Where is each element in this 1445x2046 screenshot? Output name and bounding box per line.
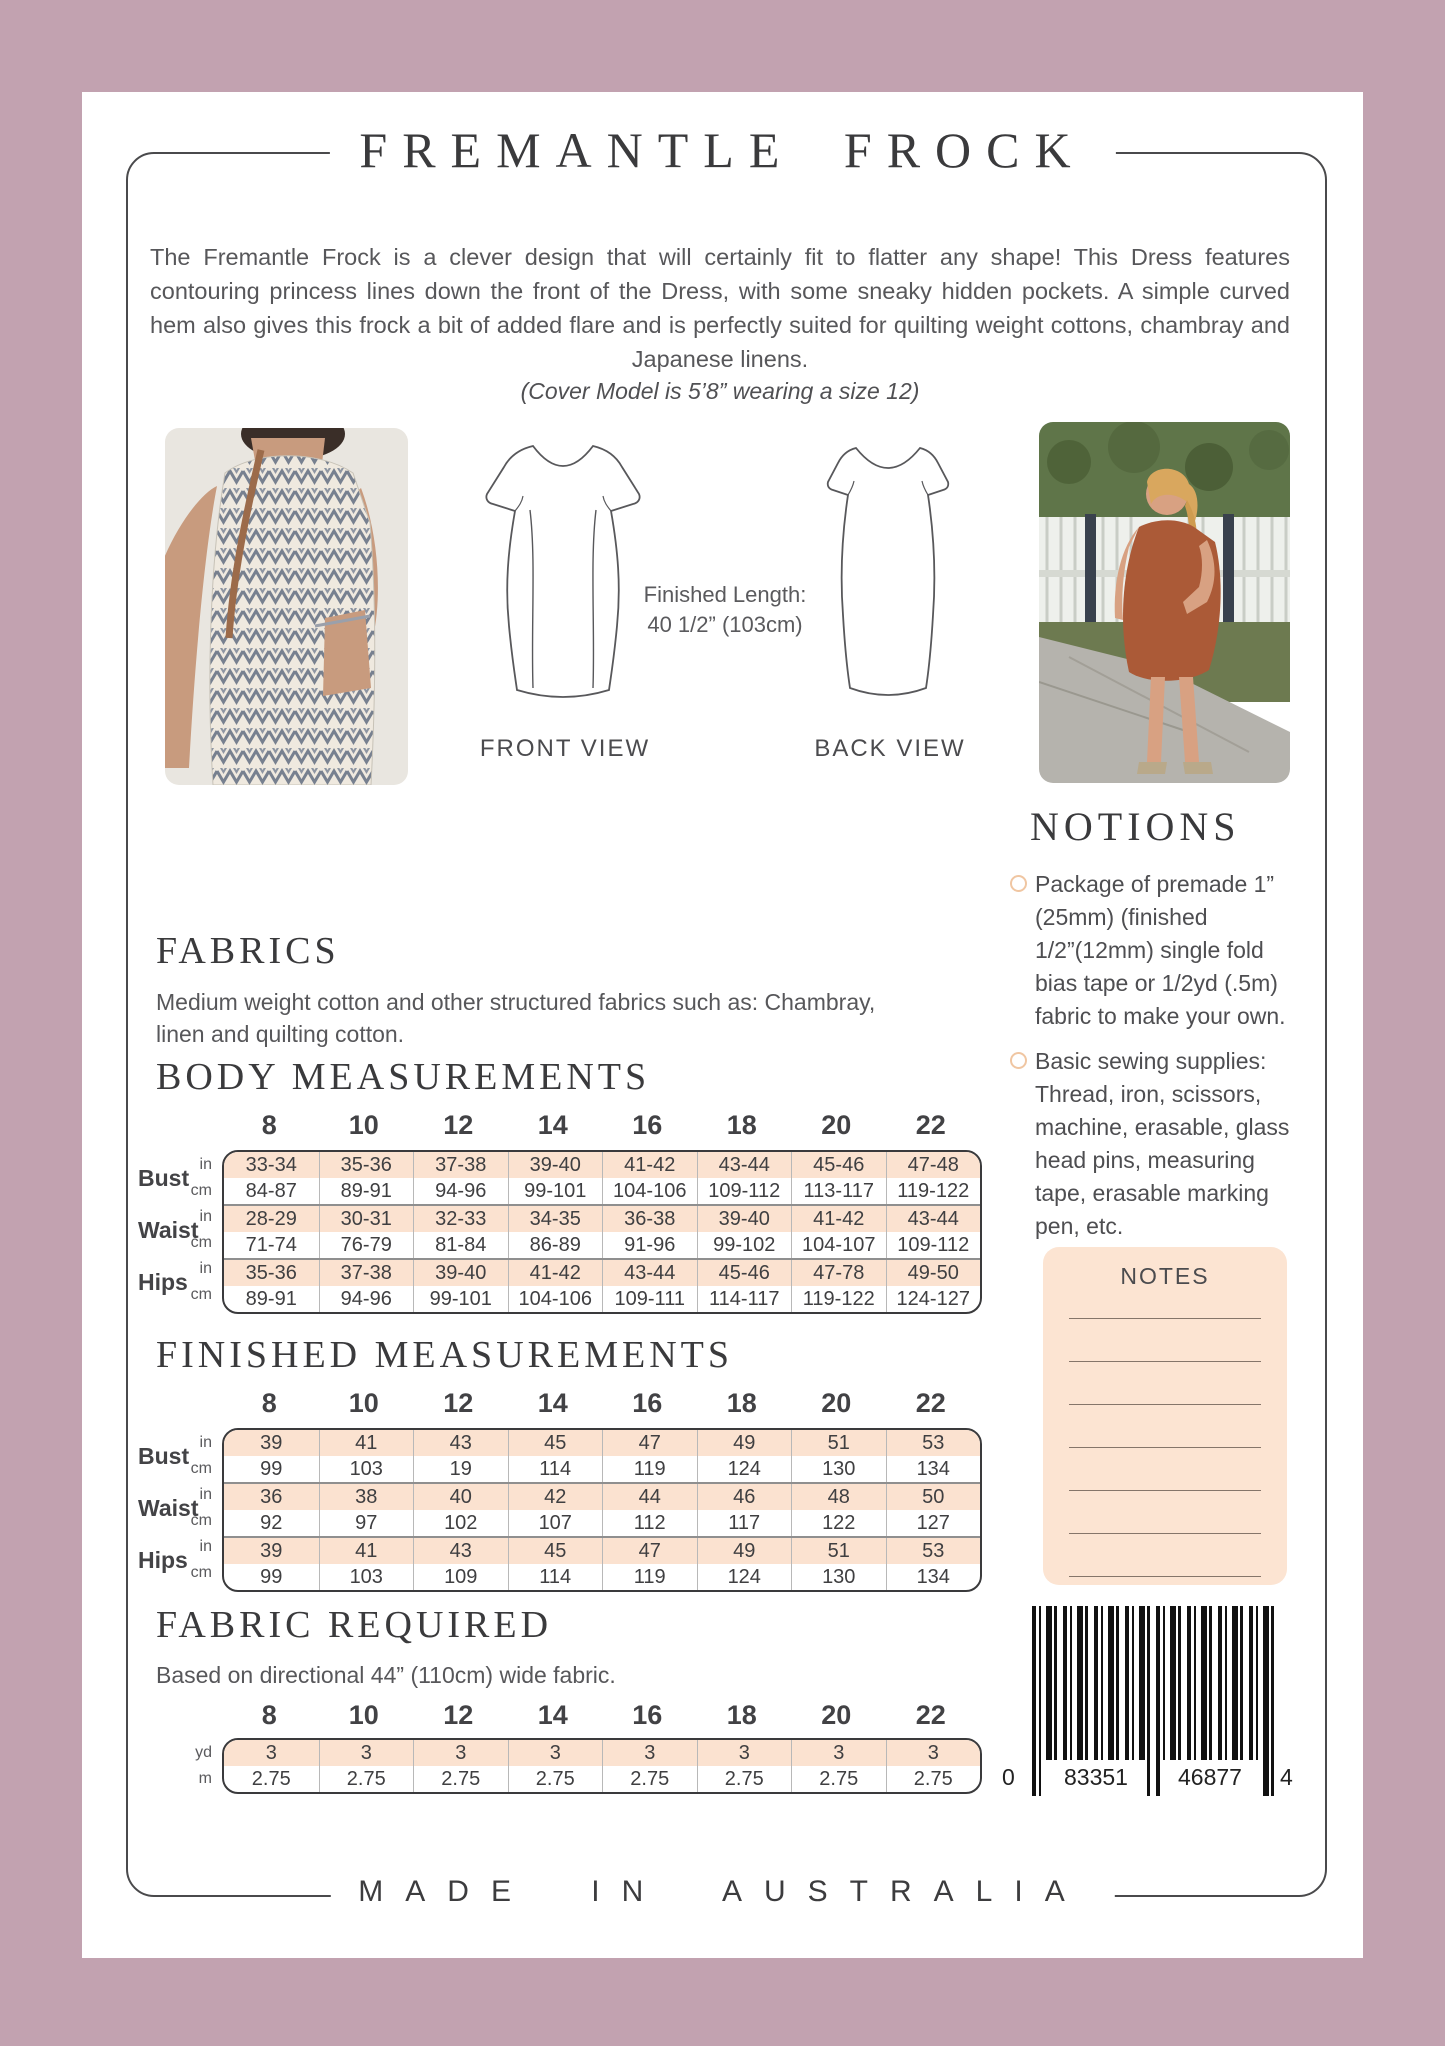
table-cell: 49 [697, 1538, 792, 1564]
table-cell: 41-42 [602, 1152, 697, 1178]
table-cell: 41 [319, 1430, 414, 1456]
table-cell: 119 [602, 1456, 697, 1482]
table-cell: 127 [886, 1510, 981, 1536]
row-label-hips: Hips [138, 1268, 188, 1295]
table-cell: 3 [265, 1742, 277, 1764]
table-cell: 104-106 [508, 1286, 603, 1312]
size-header-cell: 10 [348, 1700, 379, 1730]
table-cell: 94-96 [319, 1286, 414, 1312]
table-cell: 35-36 [319, 1152, 414, 1178]
unit-label-cm: cm [190, 1182, 212, 1199]
cover-model-note: (Cover Model is 5’8” wearing a size 12) [520, 378, 920, 404]
table-cell: 43-44 [602, 1260, 697, 1286]
table-cell: 43 [413, 1538, 508, 1564]
row-label-waist: Waist [138, 1216, 199, 1243]
notion-text: Package of premade 1” (25mm) (finished 1/2”(12mm) single fold bias tape or 1/2yd (.5m) fabric to make your own. [1035, 871, 1286, 1029]
table-cell: 19 [413, 1456, 508, 1482]
table-cell: 33-34 [245, 1154, 297, 1176]
table-cell: 32-33 [413, 1206, 508, 1232]
fabrics-title: FABRICS [156, 930, 340, 972]
table-cell: 41-42 [508, 1260, 603, 1286]
barcode-digit: 4 [1280, 1764, 1293, 1790]
table-cell: 39-40 [697, 1206, 792, 1232]
table-cell: 99-101 [413, 1286, 508, 1312]
size-header-cell: 10 [348, 1110, 379, 1140]
unit-label-in: in [199, 1434, 212, 1451]
table-cell: 84-87 [245, 1180, 297, 1202]
unit-label-cm: cm [190, 1460, 212, 1477]
border-frame [126, 152, 1327, 1897]
table-cell: 134 [886, 1564, 981, 1590]
table-cell: 36 [260, 1486, 283, 1508]
table-cell: 92 [260, 1512, 283, 1534]
finished-length-line1: Finished Length: [643, 582, 807, 607]
table-cell: 47 [602, 1430, 697, 1456]
table-cell: 109-111 [602, 1286, 697, 1312]
table-cell: 119 [602, 1564, 697, 1590]
table-cell: 89-91 [319, 1178, 414, 1204]
unit-label-cm: cm [190, 1234, 212, 1251]
barcode-digits-group: 83351 [1064, 1764, 1128, 1790]
table-cell: 36-38 [602, 1206, 697, 1232]
finished-length-line2: 40 1/2” (103cm) [647, 612, 803, 637]
size-header-cell: 12 [443, 1388, 474, 1418]
table-cell: 53 [886, 1430, 981, 1456]
fabric-required-note: Based on directional 44” (110cm) wide fabric. [156, 1662, 616, 1688]
table-cell: 47-78 [791, 1260, 886, 1286]
table-cell: 99-102 [697, 1232, 792, 1258]
notes-title: NOTES [1120, 1263, 1210, 1289]
barcode-digit: 0 [1002, 1764, 1015, 1790]
table-cell: 124-127 [886, 1286, 981, 1312]
table-cell: 39 [260, 1540, 283, 1562]
table-cell: 28-29 [245, 1208, 297, 1230]
table-cell: 51 [791, 1538, 886, 1564]
table-cell: 71-74 [245, 1234, 297, 1256]
row-label-waist: Waist [138, 1494, 199, 1521]
table-cell: 2.75 [886, 1766, 981, 1792]
table-cell: 51 [791, 1430, 886, 1456]
front-view-label: FRONT VIEW [479, 735, 651, 762]
table-cell: 43-44 [697, 1152, 792, 1178]
table-cell: 37-38 [319, 1260, 414, 1286]
table-cell: 122 [791, 1510, 886, 1536]
size-header-cell: 20 [821, 1388, 852, 1418]
fabric-required-title: FABRIC REQUIRED [156, 1604, 553, 1646]
size-header-cell: 22 [915, 1388, 946, 1418]
table-cell: 43-44 [886, 1206, 981, 1232]
table-cell: 40 [413, 1484, 508, 1510]
unit-label-cm: cm [190, 1286, 212, 1303]
row-label-hips: Hips [138, 1546, 188, 1573]
size-header-cell: 20 [821, 1110, 852, 1140]
table-cell: 130 [791, 1564, 886, 1590]
table-cell: 94-96 [413, 1178, 508, 1204]
made-in-australia-footer: MADE IN AUSTRALIA [330, 1871, 1114, 1913]
table-cell: 49 [697, 1430, 792, 1456]
table-cell: 3 [602, 1740, 697, 1766]
unit-label-in: in [199, 1208, 212, 1225]
table-cell: 2.75 [791, 1766, 886, 1792]
unit-label-m: m [198, 1770, 212, 1787]
table-cell: 3 [413, 1740, 508, 1766]
table-cell: 109-112 [886, 1232, 981, 1258]
table-cell: 3 [886, 1740, 981, 1766]
barcode-digits-group: 46877 [1178, 1764, 1242, 1790]
table-cell: 109-112 [697, 1178, 792, 1204]
table-cell: 76-79 [319, 1232, 414, 1258]
size-header-cell: 22 [915, 1700, 946, 1730]
table-cell: 134 [886, 1456, 981, 1482]
table-cell: 41-42 [791, 1206, 886, 1232]
table-cell: 114 [508, 1564, 603, 1590]
table-cell: 2.75 [413, 1766, 508, 1792]
table-cell: 41 [319, 1538, 414, 1564]
table-cell: 91-96 [602, 1232, 697, 1258]
table-cell: 45 [508, 1538, 603, 1564]
back-view-label: BACK VIEW [814, 735, 966, 762]
table-cell: 39-40 [413, 1260, 508, 1286]
size-header-cell: 8 [261, 1110, 277, 1140]
table-cell: 114 [508, 1456, 603, 1482]
size-header-cell: 16 [632, 1388, 663, 1418]
table-cell: 3 [791, 1740, 886, 1766]
table-cell: 2.75 [319, 1766, 414, 1792]
table-cell: 124 [697, 1456, 792, 1482]
unit-label-in: in [199, 1260, 212, 1277]
table-cell: 50 [886, 1484, 981, 1510]
table-cell: 3 [508, 1740, 603, 1766]
size-header-cell: 12 [443, 1700, 474, 1730]
table-cell: 117 [697, 1510, 792, 1536]
size-header-cell: 16 [632, 1110, 663, 1140]
table-cell: 112 [602, 1510, 697, 1536]
table-cell: 86-89 [508, 1232, 603, 1258]
table-cell: 119-122 [886, 1178, 981, 1204]
table-cell: 81-84 [413, 1232, 508, 1258]
unit-label-cm: cm [190, 1512, 212, 1529]
unit-label-in: in [199, 1156, 212, 1173]
table-cell: 103 [319, 1456, 414, 1482]
notions-title: NOTIONS [1030, 804, 1241, 849]
table-cell: 130 [791, 1456, 886, 1482]
size-header-cell: 14 [537, 1700, 568, 1730]
size-header-cell: 12 [443, 1110, 474, 1140]
table-cell: 124 [697, 1564, 792, 1590]
table-cell: 44 [602, 1484, 697, 1510]
table-cell: 47-48 [886, 1152, 981, 1178]
table-cell: 114-117 [697, 1286, 792, 1312]
size-header-cell: 14 [537, 1388, 568, 1418]
size-header-cell: 8 [261, 1388, 277, 1418]
size-header-cell: 18 [726, 1700, 757, 1730]
table-cell: 102 [413, 1510, 508, 1536]
table-cell: 99 [260, 1458, 283, 1480]
table-cell: 43 [413, 1430, 508, 1456]
table-cell: 46 [697, 1484, 792, 1510]
size-header-cell: 20 [821, 1700, 852, 1730]
table-cell: 45 [508, 1430, 603, 1456]
table-cell: 35-36 [245, 1262, 297, 1284]
table-cell: 34-35 [508, 1206, 603, 1232]
table-cell: 37-38 [413, 1152, 508, 1178]
table-cell: 39 [260, 1432, 283, 1454]
unit-label-in: in [199, 1538, 212, 1555]
notion-text: Basic sewing supplies: Thread, iron, scissors, machine, erasable, glass head pins, measuring tape, erasable marking pen, etc. [1035, 1048, 1290, 1239]
body-measurements-title: BODY MEASUREMENTS [156, 1056, 651, 1098]
size-header-cell: 22 [915, 1110, 946, 1140]
table-cell: 99-101 [508, 1178, 603, 1204]
unit-label-cm: cm [190, 1564, 212, 1581]
table-cell: 103 [319, 1564, 414, 1590]
table-cell: 53 [886, 1538, 981, 1564]
table-cell: 99 [260, 1566, 283, 1588]
unit-label-yd: yd [195, 1744, 212, 1761]
table-cell: 2.75 [697, 1766, 792, 1792]
table-cell: 45-46 [791, 1152, 886, 1178]
table-cell: 2.75 [602, 1766, 697, 1792]
table-cell: 48 [791, 1484, 886, 1510]
unit-label-in: in [199, 1486, 212, 1503]
size-header-cell: 14 [537, 1110, 568, 1140]
row-label-bust: Bust [138, 1164, 190, 1191]
table-cell: 30-31 [319, 1206, 414, 1232]
size-header-cell: 8 [261, 1700, 277, 1730]
size-header-cell: 18 [726, 1388, 757, 1418]
table-cell: 119-122 [791, 1286, 886, 1312]
intro-paragraph: The Fremantle Frock is a clever design that will certainly fit to flatter any shape! This Dress features contouring princess lines down the front of the Dress, with some sneaky hidden pockets. A simple curved hem also gives this frock a bit of added flare and is perfectly suited for quilting weight cottons, chambray and Japanese linens. [150, 244, 1290, 372]
table-cell: 89-91 [245, 1288, 297, 1310]
table-cell: 49-50 [886, 1260, 981, 1286]
table-cell: 2.75 [508, 1766, 603, 1792]
page-title: FREMANTLE FROCK [329, 120, 1115, 180]
size-header-cell: 18 [726, 1110, 757, 1140]
table-cell: 104-107 [791, 1232, 886, 1258]
size-header-cell: 10 [348, 1388, 379, 1418]
table-cell: 2.75 [251, 1768, 291, 1790]
table-cell: 42 [508, 1484, 603, 1510]
table-cell: 3 [697, 1740, 792, 1766]
table-cell: 107 [508, 1510, 603, 1536]
table-cell: 45-46 [697, 1260, 792, 1286]
table-cell: 3 [319, 1740, 414, 1766]
table-cell: 109 [413, 1564, 508, 1590]
size-header-cell: 16 [632, 1700, 663, 1730]
finished-measurements-title: FINISHED MEASUREMENTS [156, 1334, 733, 1376]
table-cell: 38 [319, 1484, 414, 1510]
table-cell: 104-106 [602, 1178, 697, 1204]
table-cell: 113-117 [791, 1178, 886, 1204]
table-cell: 97 [319, 1510, 414, 1536]
table-cell: 39-40 [508, 1152, 603, 1178]
fabrics-description: Medium weight cotton and other structured fabrics such as: Chambray, linen and quilting cotton. [156, 989, 876, 1047]
table-cell: 47 [602, 1538, 697, 1564]
row-label-bust: Bust [138, 1442, 190, 1469]
